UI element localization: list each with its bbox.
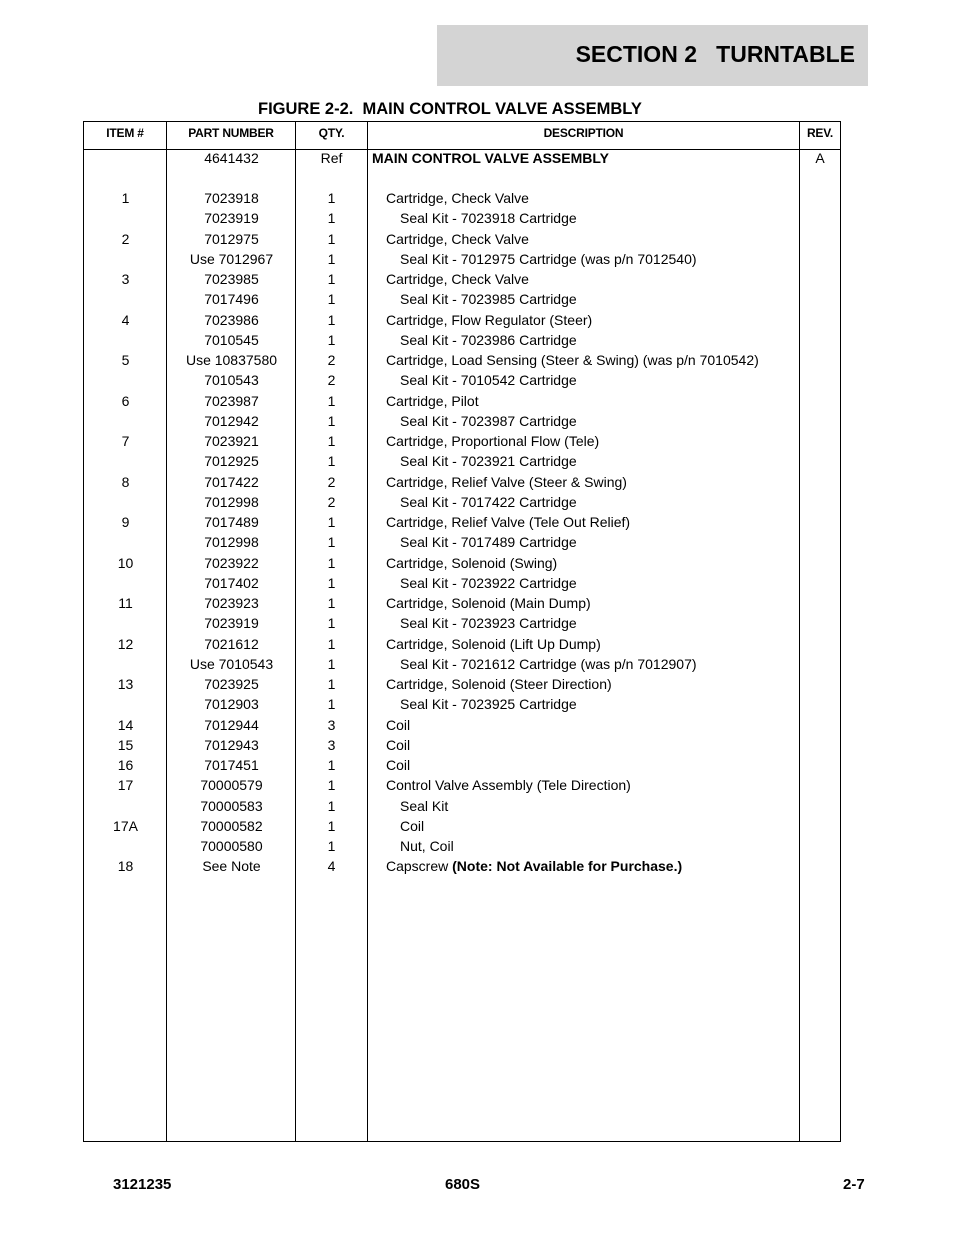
table-row	[84, 411, 840, 431]
description-text: Seal Kit - 7023923 Cartridge	[400, 615, 577, 632]
part-number: 7017489	[204, 514, 259, 530]
table-row	[84, 492, 840, 512]
quantity: 1	[327, 797, 336, 814]
part-number: 7021612	[204, 635, 259, 652]
footer-page-number: 2-7	[843, 1176, 865, 1193]
quantity: 1	[327, 757, 336, 773]
item-number: 14	[117, 716, 134, 733]
description-text: Seal Kit - 7017422 Cartridge	[400, 493, 577, 510]
description	[372, 796, 828, 816]
description-text: Cartridge, Flow Regulator (Steer)	[386, 311, 593, 328]
figure-title: FIGURE 2-2. MAIN CONTROL VALVE ASSEMBLY	[258, 100, 642, 118]
description-text: Seal Kit - 7023922 Cartridge	[400, 574, 577, 591]
part-number: 7010543	[204, 372, 259, 389]
quantity: 1	[327, 838, 336, 854]
table-row	[84, 816, 840, 836]
table-row	[84, 249, 840, 269]
item-number: 7	[121, 433, 130, 449]
table-row	[84, 836, 840, 856]
part-number: 7012943	[204, 736, 259, 753]
table-row	[84, 553, 840, 573]
description-text: Cartridge, Relief Valve (Steer & Swing)	[386, 473, 627, 490]
description	[372, 634, 814, 654]
item-number: 5	[121, 352, 130, 368]
description-text: Coil	[400, 817, 425, 834]
description-text: Seal Kit - 7023986 Cartridge	[400, 331, 577, 348]
part-number: 7012903	[204, 696, 259, 713]
quantity: 1	[327, 331, 336, 348]
description-text: Seal Kit - 7023918 Cartridge	[400, 210, 577, 227]
description	[372, 411, 828, 431]
quantity: 1	[327, 615, 336, 632]
quantity: 1	[327, 676, 336, 692]
header-part-number: PART NUMBER	[188, 126, 274, 140]
item-number: 15	[117, 736, 134, 753]
table-row	[84, 654, 840, 674]
part-number: 7023923	[204, 595, 259, 611]
table-row	[84, 229, 840, 249]
footer-model: 680S	[445, 1176, 481, 1193]
description	[372, 208, 828, 228]
description-text: Cartridge, Solenoid (Steer Direction)	[386, 676, 612, 692]
part-number: 70000579	[200, 777, 263, 794]
description-text: Cartridge, Load Sensing (Steer & Swing) (was p/n 7010542)	[386, 352, 759, 368]
item-number: 2	[121, 230, 130, 247]
quantity: 1	[327, 696, 336, 713]
item-number: 4	[121, 311, 130, 328]
quantity: 2	[327, 473, 336, 490]
description-text: Cartridge, Solenoid (Swing)	[386, 554, 558, 571]
quantity: 2	[327, 352, 336, 368]
description-text: Cartridge, Proportional Flow (Tele)	[386, 433, 600, 449]
part-number: 7023987	[204, 392, 259, 409]
quantity: 1	[327, 230, 336, 247]
description-text: Coil	[386, 736, 411, 753]
part-number: 7017451	[204, 757, 259, 773]
quantity: 1	[327, 554, 336, 571]
table-row	[84, 512, 840, 532]
quantity: 1	[327, 250, 336, 267]
table-row	[84, 472, 840, 492]
table-row	[84, 613, 840, 633]
description-text: Nut, Coil	[400, 838, 454, 854]
part-number: 7023919	[204, 615, 259, 632]
header-description: DESCRIPTION	[543, 126, 624, 140]
part-number: Use 10837580	[185, 352, 278, 368]
header-rev: REV.	[806, 126, 834, 140]
table-row	[84, 370, 840, 390]
item-number: 17	[117, 777, 134, 794]
parts-table	[83, 121, 841, 1142]
item-number: 12	[117, 635, 134, 652]
table-row	[84, 451, 840, 471]
part-number: 7012942	[204, 412, 259, 429]
table-row	[84, 269, 840, 289]
quantity: 1	[327, 655, 336, 672]
part-number: 7023922	[204, 554, 259, 571]
description-note: (Note: Not Available for Purchase.)	[452, 858, 683, 875]
quantity: 4	[327, 858, 336, 875]
part-number: 7012998	[204, 534, 259, 551]
description	[372, 613, 828, 633]
quantity: 1	[327, 574, 336, 591]
quantity: 1	[327, 210, 336, 227]
description	[372, 370, 828, 390]
quantity: 1	[327, 291, 336, 308]
quantity: 1	[327, 514, 336, 530]
description-text: Seal Kit - 7010542 Cartridge	[400, 372, 577, 389]
quantity: 1	[327, 433, 336, 449]
description-text: MAIN CONTROL VALVE ASSEMBLY	[372, 150, 609, 166]
quantity: 1	[327, 311, 336, 328]
part-number: 7023921	[204, 433, 259, 449]
description-text: Cartridge, Relief Valve (Tele Out Relief)	[386, 514, 631, 530]
item-number: 9	[121, 514, 130, 530]
item-number: 8	[121, 473, 130, 490]
quantity: 1	[327, 817, 336, 834]
description-text: Seal Kit - 7023985 Cartridge	[400, 291, 577, 308]
section-title: SECTION 2 TURNTABLE	[575, 41, 855, 67]
description	[372, 816, 828, 836]
part-number: Use 7012967	[189, 250, 274, 267]
description	[372, 472, 814, 492]
table-row	[84, 634, 840, 654]
part-number: See Note	[202, 858, 261, 875]
description	[372, 715, 814, 735]
description	[372, 330, 828, 350]
part-number: 7017422	[204, 473, 259, 490]
description	[372, 674, 814, 694]
description-text: Cartridge, Check Valve	[386, 230, 529, 247]
part-number: 7017402	[204, 574, 259, 591]
description-text: Seal Kit - 7017489 Cartridge	[400, 534, 577, 551]
item-number: 3	[121, 271, 130, 287]
description	[372, 148, 800, 168]
table-row	[84, 735, 840, 755]
item-number: 10	[117, 554, 134, 571]
description-text: Cartridge, Pilot	[386, 392, 479, 409]
quantity: 1	[327, 271, 336, 287]
table-row	[84, 532, 840, 552]
part-number: 7023919	[204, 210, 259, 227]
quantity: 3	[327, 736, 336, 753]
description-text: Control Valve Assembly (Tele Direction)	[386, 777, 631, 794]
table-row	[84, 715, 840, 735]
quantity: 1	[327, 635, 336, 652]
description	[372, 269, 814, 289]
quantity: 1	[327, 534, 336, 551]
description	[372, 654, 828, 674]
table-row	[84, 148, 840, 168]
description	[372, 350, 814, 370]
description-text: Seal Kit - 7023921 Cartridge	[400, 453, 577, 470]
description	[372, 391, 814, 411]
header-qty: QTY.	[318, 126, 345, 140]
quantity: 1	[327, 392, 336, 409]
part-number: 7023925	[204, 676, 259, 692]
table-row	[84, 208, 840, 228]
table-row	[84, 856, 840, 876]
table-row	[84, 573, 840, 593]
table-row	[84, 755, 840, 775]
description	[372, 249, 828, 269]
quantity: 1	[327, 190, 336, 206]
description	[372, 553, 814, 573]
description	[372, 532, 828, 552]
part-number: 7012975	[204, 230, 259, 247]
quantity: 2	[327, 372, 336, 389]
description	[372, 735, 814, 755]
description	[372, 593, 814, 613]
table-row	[84, 431, 840, 451]
description	[372, 310, 814, 330]
item-number: 11	[118, 595, 133, 611]
item-number: 16	[117, 757, 134, 773]
description-text: Cartridge, Solenoid (Lift Up Dump)	[386, 635, 601, 652]
part-number: 7012998	[204, 493, 259, 510]
part-number: 7023986	[204, 311, 259, 328]
description-text: Cartridge, Check Valve	[386, 190, 529, 206]
description	[372, 694, 828, 714]
table-row	[84, 694, 840, 714]
description-text: Coil	[386, 757, 411, 773]
item-number: 18	[117, 858, 134, 875]
part-number: 7010545	[204, 331, 259, 348]
description	[372, 431, 814, 451]
part-number: 4641432	[204, 150, 259, 166]
item-number: 17A	[113, 817, 138, 834]
description-text: Seal Kit - 7021612 Cartridge (was p/n 7012907)	[400, 655, 697, 672]
table-row	[84, 310, 840, 330]
table-row	[84, 391, 840, 411]
description-text: Cartridge, Check Valve	[386, 271, 529, 287]
table-row	[84, 289, 840, 309]
table-row	[84, 188, 840, 208]
revision: A	[815, 150, 825, 166]
section-banner	[437, 25, 868, 86]
description-text: Capscrew	[386, 858, 453, 875]
table-row	[84, 350, 840, 370]
part-number: 7023985	[204, 271, 259, 287]
part-number: Use 7010543	[189, 655, 274, 672]
description	[372, 836, 828, 856]
header-item: ITEM #	[106, 126, 144, 140]
item-number: 13	[117, 676, 134, 692]
description	[372, 755, 814, 775]
description	[372, 775, 814, 795]
part-number: 7012944	[204, 716, 259, 733]
description	[372, 512, 814, 532]
quantity: 3	[327, 716, 336, 733]
table-row	[84, 593, 840, 613]
description	[372, 289, 828, 309]
footer-document-number: 3121235	[113, 1176, 172, 1193]
table-row	[84, 330, 840, 350]
description	[372, 188, 814, 208]
description	[372, 229, 814, 249]
part-number: 70000582	[200, 817, 263, 834]
description	[372, 451, 828, 471]
quantity: Ref	[320, 150, 343, 166]
part-number: 70000580	[200, 838, 263, 854]
description	[372, 856, 814, 876]
part-number: 7023918	[204, 190, 259, 206]
quantity: 1	[327, 595, 336, 611]
quantity: 1	[327, 777, 336, 794]
description-text: Seal Kit	[400, 797, 449, 814]
description-text: Seal Kit - 7023925 Cartridge	[400, 696, 577, 713]
quantity: 1	[327, 412, 336, 429]
description-text: Seal Kit - 7012975 Cartridge (was p/n 7012540)	[400, 250, 697, 267]
description	[372, 492, 828, 512]
table-row	[84, 796, 840, 816]
description-text: Seal Kit - 7023987 Cartridge	[400, 412, 577, 429]
part-number: 7012925	[204, 453, 259, 470]
quantity: 1	[327, 453, 336, 470]
quantity: 2	[327, 493, 336, 510]
item-number: 1	[121, 190, 130, 206]
table-row	[84, 674, 840, 694]
item-number: 6	[121, 392, 130, 409]
description-text: Coil	[386, 716, 411, 733]
description-text: Cartridge, Solenoid (Main Dump)	[386, 595, 591, 611]
table-row	[84, 775, 840, 795]
part-number: 7017496	[204, 291, 259, 308]
part-number: 70000583	[200, 797, 263, 814]
description	[372, 573, 828, 593]
